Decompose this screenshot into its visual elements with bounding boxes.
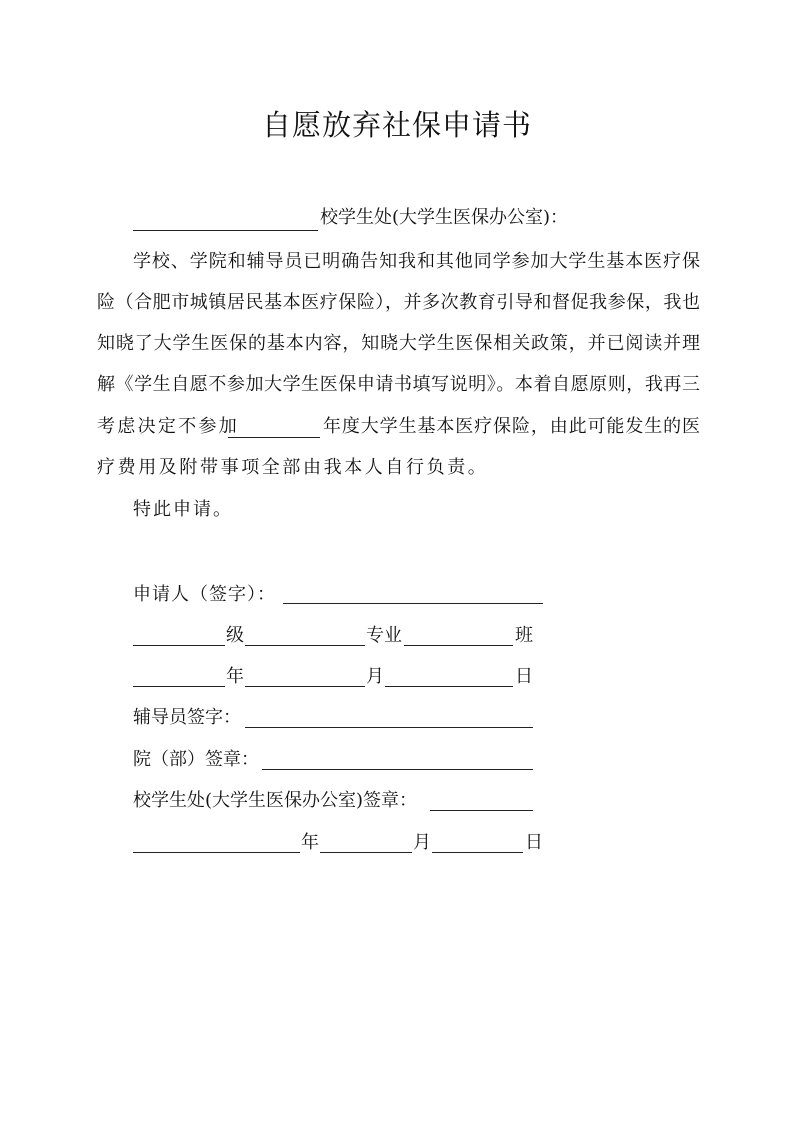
body-line-3: 知晓了大学生医保的基本内容，知晓大学生医保相关政策，并已阅读并理: [97, 333, 700, 354]
applicant-day-field[interactable]: [385, 686, 513, 687]
body-line-2: 险（合肥市城镇居民基本医疗保险），并多次教育引导和督促我参保，我也: [97, 292, 700, 313]
applicant-year-label: 年: [226, 666, 244, 687]
office-month-label: 月: [413, 832, 431, 853]
office-seal-field[interactable]: [430, 810, 533, 811]
body-line-4: 解《学生自愿不参加大学生医保申请书填写说明》。本着自愿原则，我再三: [97, 374, 700, 395]
applicant-day-label: 日: [515, 666, 533, 687]
college-seal-field[interactable]: [262, 769, 533, 770]
counselor-signature-field[interactable]: [245, 727, 533, 728]
grade-field[interactable]: [133, 645, 225, 646]
major-label: 专业: [366, 625, 402, 646]
counselor-label: 辅导员签字：: [133, 707, 241, 728]
applicant-signature-field[interactable]: [283, 603, 543, 604]
grade-label: 级: [226, 625, 244, 646]
applicant-month-field[interactable]: [245, 686, 365, 687]
applicant-label: 申请人（签字）：: [133, 584, 276, 605]
addressee-blank[interactable]: [133, 230, 318, 231]
office-year-label: 年: [301, 832, 319, 853]
addressee: 校学生处(大学生医保办公室)：: [320, 207, 569, 228]
body-line-5-start: 考虑决定不参加: [97, 416, 240, 437]
major-field[interactable]: [245, 645, 365, 646]
college-seal-label: 院（部）签章：: [133, 749, 259, 770]
office-seal-label: 校学生处(大学生医保办公室)签章：: [133, 790, 418, 811]
closing: 特此申请。: [133, 499, 233, 520]
body-line-1: 学校、学院和辅导员已明确告知我和其他同学参加大学生基本医疗保: [133, 251, 700, 272]
class-field[interactable]: [404, 645, 513, 646]
office-day-label: 日: [525, 832, 543, 853]
year-blank[interactable]: [228, 437, 320, 438]
applicant-month-label: 月: [366, 666, 384, 687]
office-day-field[interactable]: [432, 852, 523, 853]
office-year-field[interactable]: [133, 852, 300, 853]
body-line-6: 疗费用及附带事项全部由我本人自行负责。: [97, 457, 489, 478]
class-label: 班: [515, 625, 533, 646]
office-month-field[interactable]: [320, 852, 412, 853]
applicant-year-field[interactable]: [133, 686, 225, 687]
page-title: 自愿放弃社保申请书: [261, 108, 532, 142]
body-line-5-end: 年度大学生基本医疗保险，由此可能发生的医: [323, 416, 700, 437]
